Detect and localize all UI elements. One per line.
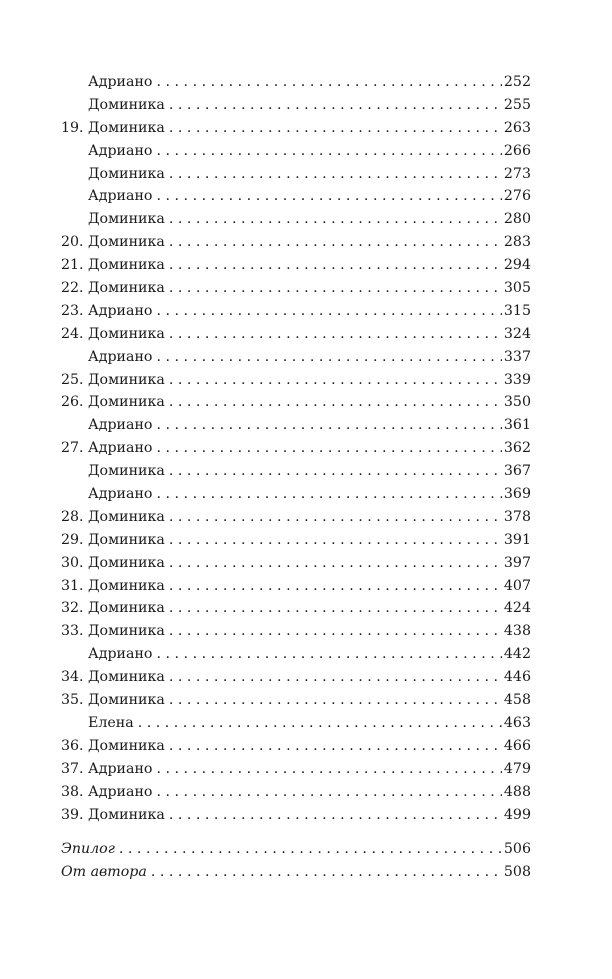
page-number: 407 [503, 577, 531, 594]
dot-leader [119, 838, 502, 861]
page-number: 263 [503, 119, 531, 136]
toc-row [61, 552, 531, 575]
dot-leader [169, 163, 502, 186]
page-number: 458 [503, 692, 531, 709]
dot-leader [169, 369, 502, 392]
chapter-number: 39. [61, 806, 84, 823]
page-number: 315 [503, 302, 531, 319]
chapter-number: 24. [61, 325, 84, 342]
toc-row [61, 804, 531, 827]
toc-row [61, 758, 531, 781]
toc-back-matter [61, 838, 531, 884]
chapter-number: 38. [61, 783, 84, 800]
toc-row [61, 323, 531, 346]
chapter-number: 33. [61, 623, 84, 640]
chapter-title: Адриано [88, 783, 153, 800]
chapter-number: 25. [61, 371, 84, 388]
chapter-title: Доминика [88, 554, 165, 571]
chapter-title: Доминика [88, 257, 165, 274]
dot-leader [156, 71, 501, 94]
page-number: 442 [503, 646, 531, 663]
chapter-title: Адриано [88, 417, 153, 434]
toc-row [61, 185, 531, 208]
toc-row [61, 231, 531, 254]
dot-leader [156, 300, 501, 323]
dot-leader [169, 689, 502, 712]
page-number: 361 [503, 417, 531, 434]
toc-row [61, 346, 531, 369]
page-number: 324 [503, 325, 531, 342]
dot-leader [169, 391, 502, 414]
toc-row [61, 71, 531, 94]
chapter-title: Доминика [88, 165, 165, 182]
page-number: 350 [503, 394, 531, 411]
page-number: 362 [503, 440, 531, 457]
dot-leader [156, 758, 501, 781]
page-number: 466 [503, 737, 531, 754]
chapter-title: Адриано [88, 646, 153, 663]
chapter-number: 28. [61, 508, 84, 525]
dot-leader [156, 185, 501, 208]
toc-row [61, 369, 531, 392]
page-number: 276 [503, 188, 531, 205]
toc-row [61, 597, 531, 620]
page-number: 255 [503, 96, 531, 113]
dot-leader [169, 804, 502, 827]
dot-leader [169, 208, 502, 231]
page-number: 378 [503, 508, 531, 525]
dot-leader [169, 323, 502, 346]
chapter-number: 32. [61, 600, 84, 617]
page-number: 488 [503, 783, 531, 800]
chapter-number: 27. [61, 440, 84, 457]
chapter-title: Доминика [88, 325, 165, 342]
chapter-title: Адриано [88, 74, 153, 90]
page-number: 367 [503, 463, 531, 480]
page-number: 508 [503, 864, 531, 881]
page-number: 294 [503, 257, 531, 274]
toc-row [61, 575, 531, 598]
page-number: 446 [503, 669, 531, 686]
toc-separator [61, 826, 531, 838]
chapter-title: Доминика [88, 234, 165, 251]
chapter-title: Доминика [88, 600, 165, 617]
toc-row [61, 163, 531, 186]
dot-leader [169, 597, 502, 620]
page-number: 369 [503, 486, 531, 503]
dot-leader [169, 460, 502, 483]
page-number: 463 [503, 714, 531, 731]
dot-leader [156, 414, 501, 437]
chapter-title: Доминика [88, 623, 165, 640]
chapter-number: 34. [61, 669, 84, 686]
chapter-title: Доминика [88, 463, 165, 480]
dot-leader [169, 529, 502, 552]
dot-leader [156, 483, 501, 506]
page-number: 438 [503, 623, 531, 640]
page-number: 499 [503, 806, 531, 823]
page-number: 506 [503, 841, 531, 858]
page-number: 273 [503, 165, 531, 182]
chapter-number: 20. [61, 234, 84, 251]
toc-row [61, 414, 531, 437]
dot-leader [169, 94, 502, 117]
toc-row [61, 712, 531, 735]
page-number: 391 [503, 531, 531, 548]
chapter-number: 35. [61, 692, 84, 709]
toc-row [61, 117, 531, 140]
chapter-number: 36. [61, 737, 84, 754]
dot-leader [169, 117, 502, 140]
dot-leader [156, 346, 501, 369]
chapter-title: Доминика [88, 806, 165, 823]
page-number: 252 [503, 74, 531, 90]
chapter-title: Доминика [88, 211, 165, 228]
chapter-number: 22. [61, 280, 84, 297]
chapter-title: Доминика [88, 371, 165, 388]
dot-leader [169, 620, 502, 643]
toc-row [61, 94, 531, 117]
chapter-title: Доминика [88, 119, 165, 136]
table-of-contents [61, 71, 531, 884]
chapter-number: 26. [61, 394, 84, 411]
chapter-title: Адриано [88, 142, 153, 159]
toc-row [61, 506, 531, 529]
chapter-title: Доминика [88, 669, 165, 686]
chapter-title: Доминика [88, 531, 165, 548]
chapter-title: Доминика [88, 96, 165, 113]
chapter-number: 37. [61, 760, 84, 777]
dot-leader [138, 712, 502, 735]
page-number: 280 [503, 211, 531, 228]
toc-entries [61, 71, 531, 826]
dot-leader [169, 254, 502, 277]
dot-leader [169, 666, 502, 689]
page-number: 283 [503, 234, 531, 251]
section-title: От автора [61, 864, 147, 881]
chapter-title: Адриано [88, 486, 153, 503]
toc-row [61, 437, 531, 460]
chapter-number: 30. [61, 554, 84, 571]
dot-leader [169, 506, 502, 529]
dot-leader [156, 781, 501, 804]
dot-leader [169, 231, 502, 254]
toc-row [61, 781, 531, 804]
chapter-title: Адриано [88, 760, 153, 777]
section-title: Эпилог [61, 841, 115, 858]
chapter-title: Доминика [88, 280, 165, 297]
page-number: 479 [503, 760, 531, 777]
chapter-title: Доминика [88, 737, 165, 754]
chapter-title: Адриано [88, 188, 153, 205]
toc-row [61, 460, 531, 483]
chapter-title: Доминика [88, 508, 165, 525]
toc-row [61, 620, 531, 643]
dot-leader [169, 552, 502, 575]
dot-leader [156, 437, 501, 460]
chapter-title: Адриано [88, 348, 153, 365]
chapter-number: 31. [61, 577, 84, 594]
toc-row [61, 391, 531, 414]
dot-leader [169, 735, 502, 758]
toc-row [61, 140, 531, 163]
page-number: 266 [503, 142, 531, 159]
toc-row-back-matter [61, 861, 531, 884]
toc-row [61, 529, 531, 552]
toc-row [61, 208, 531, 231]
chapter-title: Доминика [88, 692, 165, 709]
toc-row [61, 689, 531, 712]
dot-leader [151, 861, 502, 884]
page-number: 339 [503, 371, 531, 388]
chapter-title: Доминика [88, 394, 165, 411]
page-number: 424 [503, 600, 531, 617]
toc-row [61, 735, 531, 758]
chapter-number: 21. [61, 257, 84, 274]
chapter-number: 23. [61, 302, 84, 319]
chapter-number: 19. [61, 119, 84, 136]
dot-leader [169, 277, 502, 300]
toc-row [61, 277, 531, 300]
toc-row [61, 483, 531, 506]
chapter-title: Адриано [88, 302, 153, 319]
dot-leader [156, 140, 501, 163]
toc-row-back-matter [61, 838, 531, 861]
chapter-title: Елена [88, 714, 134, 731]
toc-row [61, 643, 531, 666]
chapter-number: 29. [61, 531, 84, 548]
toc-row [61, 666, 531, 689]
dot-leader [169, 575, 502, 598]
toc-row [61, 300, 531, 323]
dot-leader [156, 643, 501, 666]
page-number: 305 [503, 280, 531, 297]
chapter-title: Адриано [88, 440, 153, 457]
page-number: 337 [503, 348, 531, 365]
chapter-title: Доминика [88, 577, 165, 594]
page-number: 397 [503, 554, 531, 571]
toc-row [61, 254, 531, 277]
